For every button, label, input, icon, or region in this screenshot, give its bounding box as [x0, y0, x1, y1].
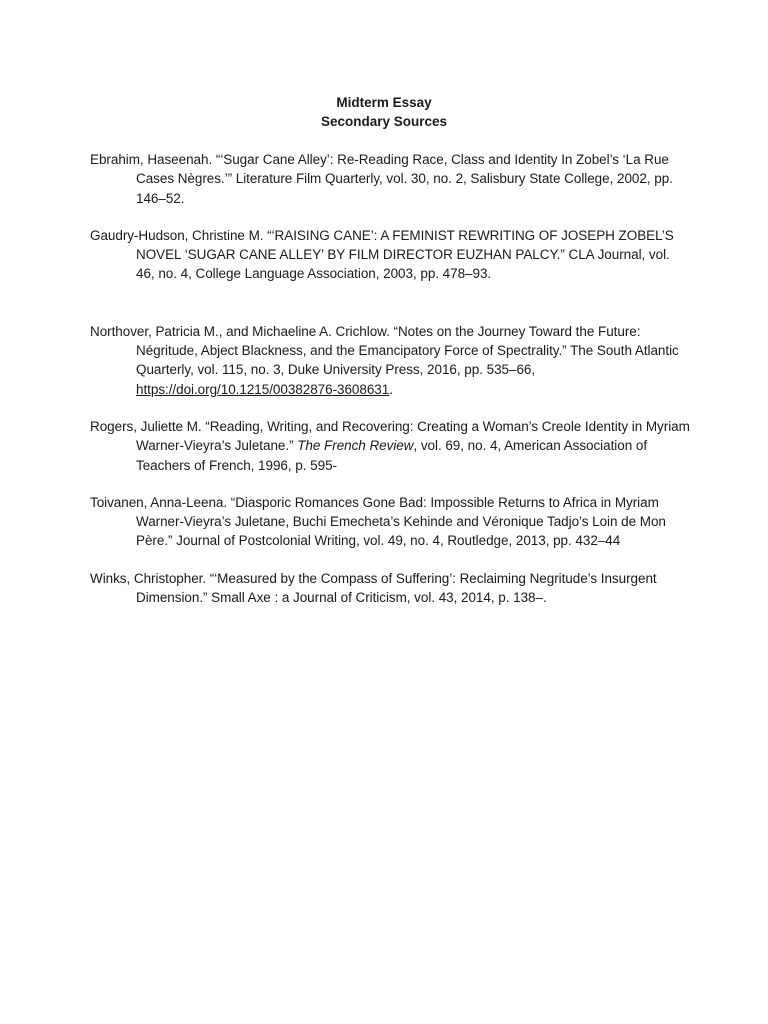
entry-trailing-period: .	[389, 381, 393, 397]
document-header	[0, 93, 768, 131]
bibliography-entry-northover	[90, 322, 690, 399]
document-subtitle: Secondary Sources	[320, 114, 448, 129]
journal-title-italic: The French Review	[297, 438, 414, 454]
bibliography-entry-gaudry-hudson	[90, 226, 690, 284]
bibliography-entry-ebrahim	[90, 150, 690, 208]
entry-text: Winks, Christopher. “‘Measured by the Compass of Suffering’: Reclaiming Negritude’s Insurgent Dimension.” Small Axe : a Journal of Criticism, vol. 43, 2014, p. 138–.	[90, 570, 657, 606]
entry-text: Gaudry-Hudson, Christine M. “‘RAISING CANE’: A FEMINIST REWRITING OF JOSEPH ZOBEL’S NOVEL ‘SUGAR CANE ALLEY’ BY FILM DIRECTOR EUZHAN PALCY.” CLA Journal, vol. 46, no. 4, College Language Association, 2003, pp. 478–93.	[90, 227, 674, 282]
bibliography-entry-toivanen	[90, 493, 690, 551]
bibliography-entry-winks	[90, 569, 690, 608]
bibliography-list	[90, 150, 690, 625]
entry-text: Toivanen, Anna-Leena. “Diasporic Romances Gone Bad: Impossible Returns to Africa in Myriam Warner-Vieyra’s Juletane, Buchi Emecheta’s Kehinde and Véronique Tadjo’s Loin de Mon Père.” Journal of Postcolonial Writing, vol. 49, no. 4, Routledge, 2013, pp. 432–44	[90, 494, 666, 549]
document-title: Midterm Essay	[336, 95, 432, 110]
doi-link[interactable]: https://doi.org/10.1215/00382876-3608631	[136, 381, 390, 397]
entry-text: Northover, Patricia M., and Michaeline A. Crichlow. “Notes on the Journey Toward the Future: Négritude, Abject Blackness, and the Emancipatory Force of Spectrality.” The South Atlantic Quarterly, vol. 115, no. 3, Duke University Press, 2016, pp. 535–66,	[90, 323, 679, 378]
entry-text: Ebrahim, Haseenah. “‘Sugar Cane Alley’: Re-Reading Race, Class and Identity In Zobel’s ‘La Rue Cases Nègres.’” Literature Film Quarterly, vol. 30, no. 2, Salisbury State College, 2002, pp. 146–52.	[90, 152, 673, 206]
bibliography-entry-rogers	[90, 417, 690, 475]
entry-text: Rogers, Juliette M. “Reading, Writing, and Recovering: Creating a Woman’s Creole Identity in Myriam Warner-Vieyra’s Juletane.”	[90, 418, 690, 454]
entry-text-continued: , vol. 69, no. 4, American Association of Teachers of French, 1996, p. 595-	[136, 438, 648, 473]
